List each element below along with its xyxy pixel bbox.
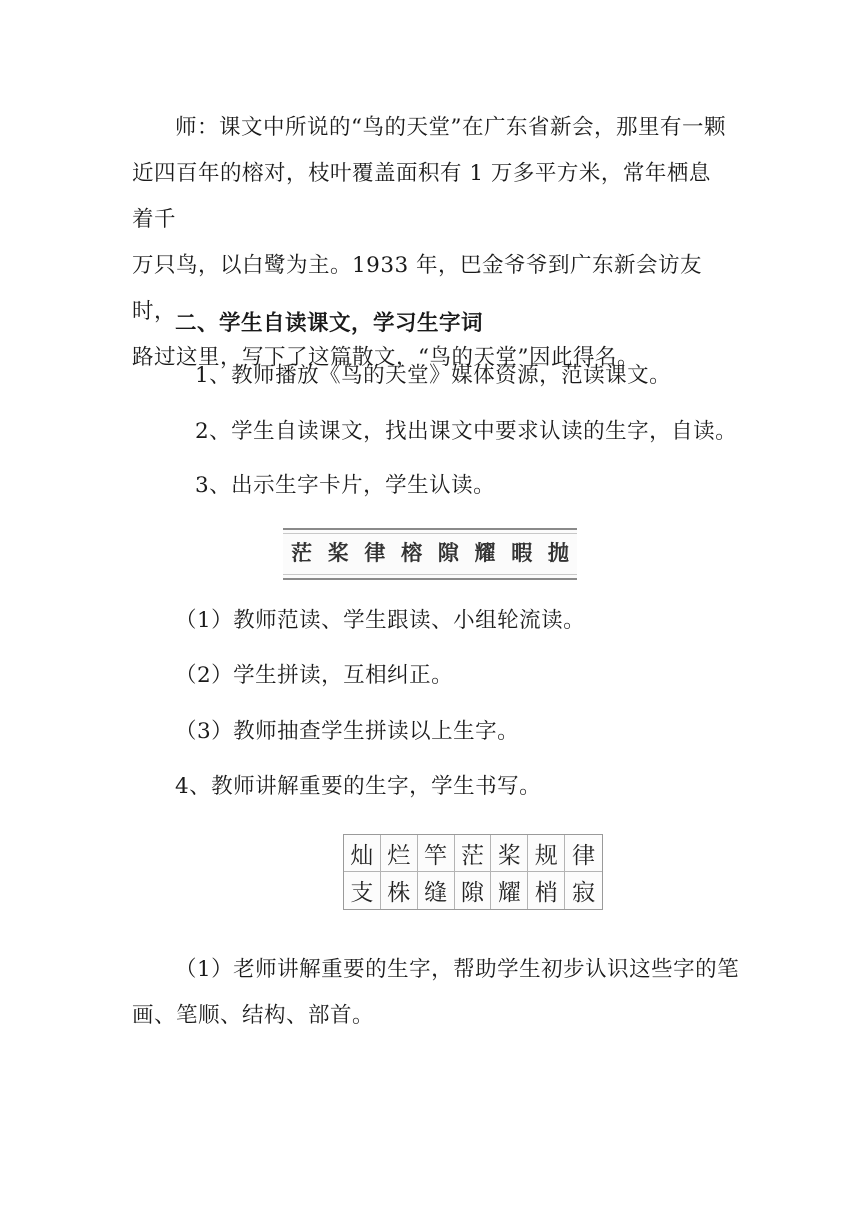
character-card — [283, 528, 577, 580]
sub-step-3: （3）教师抽查学生拼读以上生字。 — [175, 719, 520, 744]
grid-character: 梢 — [528, 872, 565, 909]
card-character: 桨 — [327, 541, 349, 565]
explanation-line: 画、笔顺、结构、部首。 — [132, 1003, 375, 1028]
card-character: 律 — [364, 541, 386, 565]
intro-line: 近四百年的榕对，枝叶覆盖面积有 1 万多平方米，常年栖息着千 — [132, 161, 711, 232]
step-3: 3、出示生字卡片，学生认读。 — [195, 473, 496, 498]
grid-character: 桨 — [491, 835, 528, 872]
character-grid — [343, 834, 603, 910]
grid-character: 烂 — [381, 835, 418, 872]
grid-character: 隙 — [455, 872, 492, 909]
card-character: 耀 — [474, 541, 496, 565]
card-character: 抛 — [547, 541, 569, 565]
explanation-line: （1）老师讲解重要的生字，帮助学生初步认识这些字的笔 — [175, 957, 740, 982]
card-character: 暇 — [511, 541, 533, 565]
step-2: 2、学生自读课文，找出课文中要求认读的生字，自读。 — [195, 419, 738, 444]
section-heading: 二、学生自读课文，学习生字词 — [175, 311, 484, 336]
card-character: 茫 — [291, 541, 312, 565]
grid-character: 茫 — [455, 835, 492, 872]
card-character: 隙 — [437, 541, 459, 565]
intro-line: 路过这里，写下了这篇散文，“鸟的天堂”因此得名。 — [132, 345, 639, 370]
grid-character: 缝 — [418, 872, 455, 909]
intro-line: 万只鸟，以白鹭为主。1933 年，巴金爷爷到广东新会访友时， — [132, 253, 703, 324]
explanation-paragraph — [132, 947, 742, 1039]
grid-character: 规 — [528, 835, 565, 872]
grid-character: 律 — [565, 835, 602, 872]
card-character: 榕 — [401, 541, 423, 565]
sub-step-2: （2）学生拼读，互相纠正。 — [175, 663, 454, 688]
grid-character: 灿 — [344, 835, 381, 872]
grid-character: 耀 — [491, 872, 528, 909]
grid-character: 株 — [381, 872, 418, 909]
step-1: 1、教师播放《鸟的天堂》媒体资源，范读课文。 — [195, 363, 672, 388]
grid-character: 竿 — [418, 835, 455, 872]
grid-character: 支 — [344, 872, 381, 909]
step-4: 4、教师讲解重要的生字，学生书写。 — [175, 774, 542, 799]
intro-line: 师：课文中所说的“鸟的天堂”在广东省新会，那里有一颗 — [175, 115, 726, 140]
grid-character: 寂 — [572, 880, 596, 906]
sub-step-1: （1）教师范读、学生跟读、小组轮流读。 — [175, 608, 586, 633]
